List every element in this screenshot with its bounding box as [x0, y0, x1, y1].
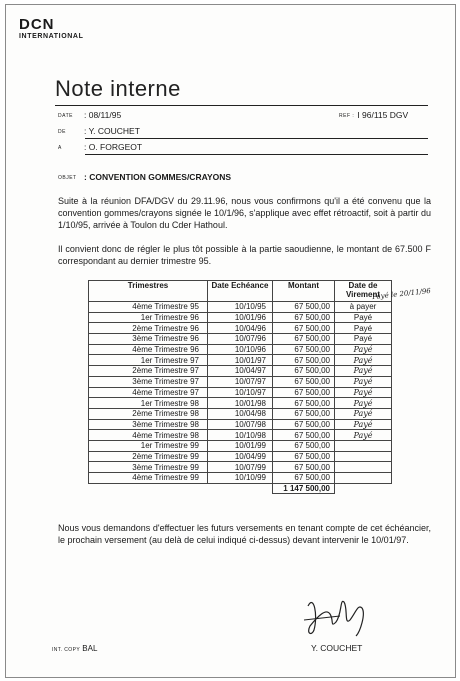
cell-trimestre: 1er Trimestre 96 [89, 312, 208, 323]
closing-paragraph: Nous vous demandons d'effectuer les futurs versements en tenant compte de cet échéancier, le prochain versement (au delà de celui indiqué ci-dessus) devant intervenir le 10/01/97. [58, 523, 431, 545]
cell-date-virement: Payé [335, 334, 392, 345]
cell-date-virement: Payé [335, 355, 392, 366]
cell-date-echeance: 10/01/99 [208, 440, 273, 451]
col-header-date-virement: Date de Virement [335, 281, 392, 302]
col-header-date-echeance: Date Echéance [208, 281, 273, 302]
signature [300, 586, 382, 641]
cell-date-echeance: 10/10/95 [208, 302, 273, 313]
table-row [89, 419, 392, 430]
to-label: A [58, 144, 62, 151]
cell-trimestre: 3ème Trimestre 97 [89, 376, 208, 387]
table-body [89, 302, 392, 484]
int-copy [52, 644, 97, 653]
paragraph-2: Il convient donc de régler le plus tôt possible à la partie saoudienne, le montant de 67.500 F correspondant au dernier trimestre 95. [58, 244, 431, 266]
cell-montant: 67 500,00 [273, 344, 335, 355]
cell-date-echeance: 10/10/97 [208, 387, 273, 398]
date-value: : 08/11/95 [84, 110, 122, 120]
table-row [89, 334, 392, 345]
cell-date-virement [335, 462, 392, 473]
ref-value: I 96/115 DGV [357, 110, 409, 120]
cell-date-virement: Payé [335, 323, 392, 334]
cell-date-virement: Payé [335, 419, 392, 430]
table-total-row [89, 483, 392, 494]
table-row [89, 462, 392, 473]
table-row [89, 387, 392, 398]
cell-trimestre: 3ème Trimestre 99 [89, 462, 208, 473]
col-header-trimestres: Trimestres [89, 281, 208, 302]
cell-trimestre: 3ème Trimestre 96 [89, 334, 208, 345]
int-copy-label: INT. COPY [52, 647, 81, 653]
logo-sub: INTERNATIONAL [19, 33, 84, 40]
cell-date-echeance: 10/10/96 [208, 344, 273, 355]
subject-label: OBJET [58, 174, 77, 181]
paragraph-1: Suite à la réunion DFA/DGV du 29.11.96, nous vous confirmons qu'il a été convenu que la convention gommes/crayons signée le 10/1/96, s'applique avec effet rétroactif, soit à partir du 1/10/95, arrivée à Toulon du Cder Hathoul. [58, 196, 431, 230]
cell-montant: 67 500,00 [273, 408, 335, 419]
cell-trimestre: 4ème Trimestre 97 [89, 387, 208, 398]
table-row [89, 366, 392, 377]
cell-date-echeance: 10/10/99 [208, 473, 273, 484]
table-row [89, 323, 392, 334]
cell-date-virement: Payé [335, 366, 392, 377]
table-row [89, 398, 392, 409]
cell-date-echeance: 10/01/96 [208, 312, 273, 323]
cell-date-echeance: 10/01/97 [208, 355, 273, 366]
cell-date-echeance: 10/04/99 [208, 451, 273, 462]
cell-montant: 67 500,00 [273, 419, 335, 430]
cell-trimestre: 2ème Trimestre 99 [89, 451, 208, 462]
cell-date-echeance: 10/04/96 [208, 323, 273, 334]
logo-main: DCN [19, 16, 55, 33]
cell-montant: 67 500,00 [273, 440, 335, 451]
table-row [89, 451, 392, 462]
total-spacer-1 [89, 483, 208, 494]
table-row [89, 473, 392, 484]
signatory-name: Y. COUCHET [311, 643, 363, 653]
table-row [89, 430, 392, 441]
to-row [58, 142, 142, 152]
table-row [89, 302, 392, 313]
cell-montant: 67 500,00 [273, 451, 335, 462]
table-row [89, 344, 392, 355]
from-row [58, 126, 140, 136]
cell-date-echeance: 10/07/97 [208, 376, 273, 387]
from-value: : Y. COUCHET [84, 126, 140, 136]
table-row [89, 355, 392, 366]
payment-schedule-table [88, 280, 392, 494]
cell-trimestre: 2ème Trimestre 98 [89, 408, 208, 419]
cell-date-echeance: 10/07/98 [208, 419, 273, 430]
cell-trimestre: 2ème Trimestre 96 [89, 323, 208, 334]
cell-date-virement: Payé [335, 430, 392, 441]
cell-montant: 67 500,00 [273, 462, 335, 473]
from-label: DE [58, 128, 66, 135]
cell-trimestre: 1er Trimestre 97 [89, 355, 208, 366]
cell-montant: 67 500,00 [273, 334, 335, 345]
cell-trimestre: 3ème Trimestre 98 [89, 419, 208, 430]
cell-trimestre: 2ème Trimestre 97 [89, 366, 208, 377]
cell-montant: 67 500,00 [273, 430, 335, 441]
date-label: DATE [58, 112, 73, 119]
table-row [89, 312, 392, 323]
cell-trimestre: 4ème Trimestre 99 [89, 473, 208, 484]
to-value: : O. FORGEOT [84, 142, 143, 152]
ref-label: REF : [339, 112, 355, 119]
cell-montant: 67 500,00 [273, 376, 335, 387]
total-spacer-3 [335, 483, 392, 494]
cell-date-echeance: 10/10/98 [208, 430, 273, 441]
cell-montant: 67 500,00 [273, 473, 335, 484]
cell-trimestre: 1er Trimestre 99 [89, 440, 208, 451]
subject-row [58, 172, 231, 182]
cell-date-virement: Payé [335, 312, 392, 323]
cell-montant: 67 500,00 [273, 366, 335, 377]
cell-montant: 67 500,00 [273, 323, 335, 334]
cell-date-virement: Payé [335, 344, 392, 355]
page-title: Note interne [55, 76, 181, 101]
cell-date-virement: à payer [335, 302, 392, 313]
cell-montant: 67 500,00 [273, 302, 335, 313]
col-header-montant: Montant [273, 281, 335, 302]
cell-date-virement: Payé [335, 387, 392, 398]
table-row [89, 408, 392, 419]
total-amount: 1 147 500,00 [273, 483, 335, 494]
cell-date-echeance: 10/01/98 [208, 398, 273, 409]
company-logo [19, 18, 83, 40]
cell-trimestre: 1er Trimestre 98 [89, 398, 208, 409]
date-row [58, 110, 121, 120]
table-header-row [89, 281, 392, 302]
table-row [89, 376, 392, 387]
cell-trimestre: 4ème Trimestre 96 [89, 344, 208, 355]
total-spacer-2 [208, 483, 273, 494]
cell-date-virement [335, 451, 392, 462]
cell-date-virement [335, 440, 392, 451]
subject-value: : CONVENTION GOMMES/CRAYONS [84, 172, 232, 182]
to-rule [85, 154, 428, 155]
int-copy-value: BAL [82, 644, 98, 653]
cell-montant: 67 500,00 [273, 312, 335, 323]
cell-date-virement: Payé [335, 376, 392, 387]
title-rule [55, 105, 428, 106]
cell-montant: 67 500,00 [273, 355, 335, 366]
cell-date-echeance: 10/04/98 [208, 408, 273, 419]
cell-date-echeance: 10/04/97 [208, 366, 273, 377]
table-row [89, 440, 392, 451]
ref-row [339, 110, 408, 120]
cell-date-virement [335, 473, 392, 484]
cell-montant: 67 500,00 [273, 398, 335, 409]
cell-montant: 67 500,00 [273, 387, 335, 398]
cell-trimestre: 4ème Trimestre 95 [89, 302, 208, 313]
cell-date-echeance: 10/07/99 [208, 462, 273, 473]
from-rule [85, 138, 428, 139]
cell-date-echeance: 10/07/96 [208, 334, 273, 345]
cell-date-virement: Payé [335, 408, 392, 419]
handwritten-payment-note: Payé le 20/11/96 [371, 286, 432, 302]
cell-date-virement: Payé [335, 398, 392, 409]
cell-trimestre: 4ème Trimestre 98 [89, 430, 208, 441]
